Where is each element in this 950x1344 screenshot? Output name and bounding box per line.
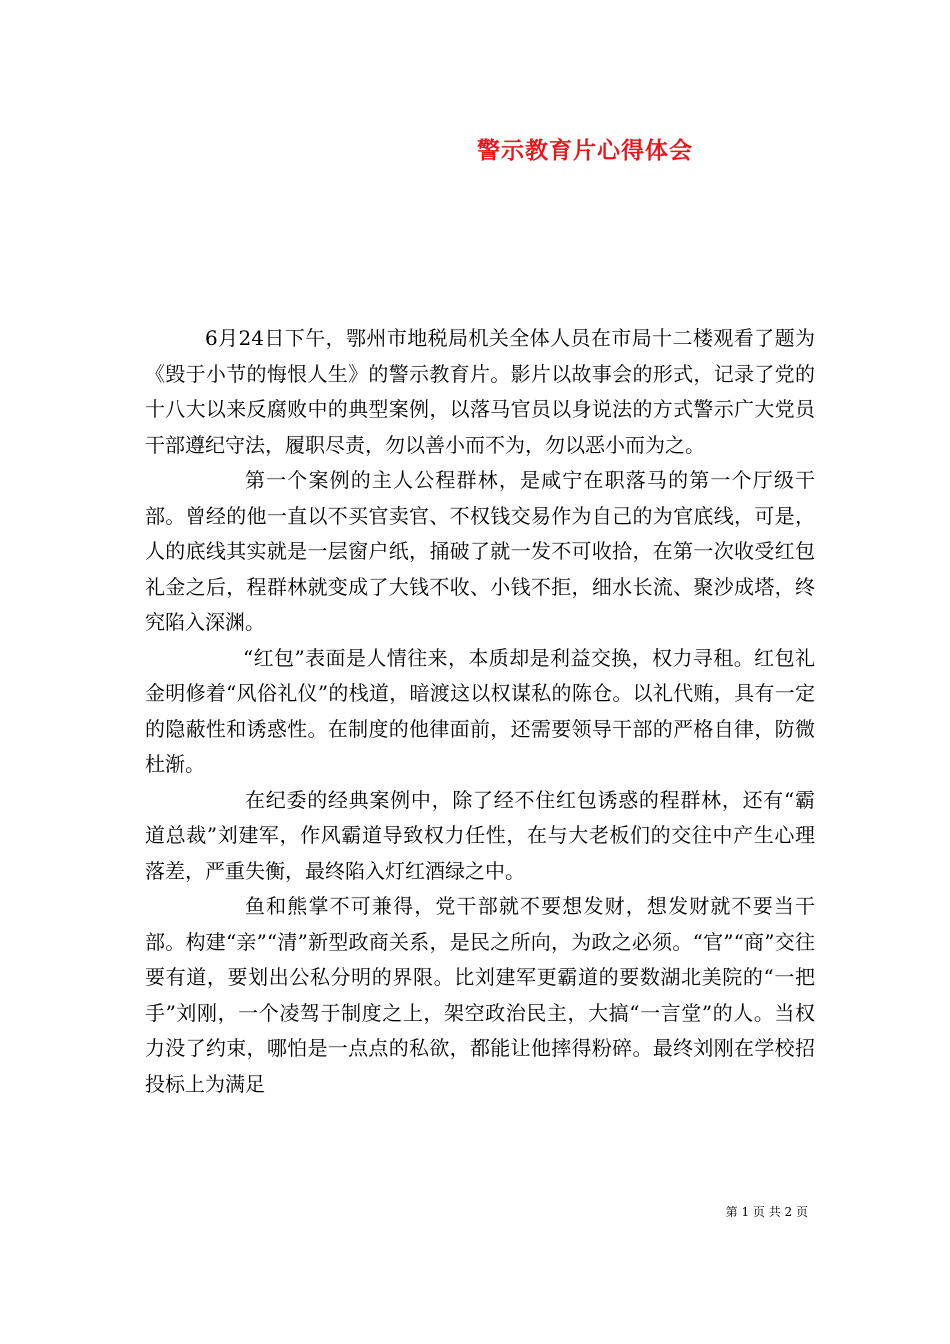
- paragraph-2: 第一个案例的主人公程群林，是咸宁在职落马的第一个厅级干部。曾经的他一直以不买官卖官、不权钱交易作为自己的为官底线，可是，人的底线其实就是一层窗户纸，捅破了就一发不可收拾，在第一次收受红包礼金之后，程群林就变成了大钱不收、小钱不拒，细水长流、聚沙成塔，终究陷入深渊。: [145, 468, 815, 634]
- paragraph-5: 鱼和熊掌不可兼得，党干部就不要想发财，想发财就不要当干部。构建“亲”“清”新型政商关系，是民之所向，为政之必须。“官”“商”交往要有道，要划出公私分明的界限。比刘建军更霸道的要数湖北美院的“一把手”刘刚，一个凌驾于制度之上，架空政治民主，大搞“一言堂”的人。当权力没了约束，哪怕是一点点的私欲，都能让他摔得粉碎。最终刘刚在学校招投标上为满足: [145, 894, 815, 1096]
- document-body: [145, 321, 815, 1102]
- paragraph-1: 6月24日下午，鄂州市地税局机关全体人员在市局十二楼观看了题为《毁于小节的悔恨人生》的警示教育片。影片以故事会的形式，记录了党的十八大以来反腐败中的典型案例，以落马官员以身说法的方式警示广大党员干部遵纪守法，履职尽责，勿以善小而不为，勿以恶小而为之。: [145, 326, 815, 457]
- paragraph-4: 在纪委的经典案例中，除了经不住红包诱惑的程群林，还有“霸道总裁”刘建军，作风霸道导致权力任性，在与大老板们的交往中产生心理落差，严重失衡，最终陷入灯红酒绿之中。: [145, 787, 815, 883]
- page-title: 警示教育片心得体会: [477, 137, 693, 164]
- paragraph-3: “红包”表面是人情往来，本质却是利益交换，权力寻租。红包礼金明修着“风俗礼仪”的栈道，暗渡这以权谋私的陈仓。以礼代贿，具有一定的隐蔽性和诱惑性。在制度的他律面前，还需要领导干部的严格自律，防微杜渐。: [145, 645, 815, 776]
- page-footer: 第 1 页 共 2 页: [725, 1205, 808, 1219]
